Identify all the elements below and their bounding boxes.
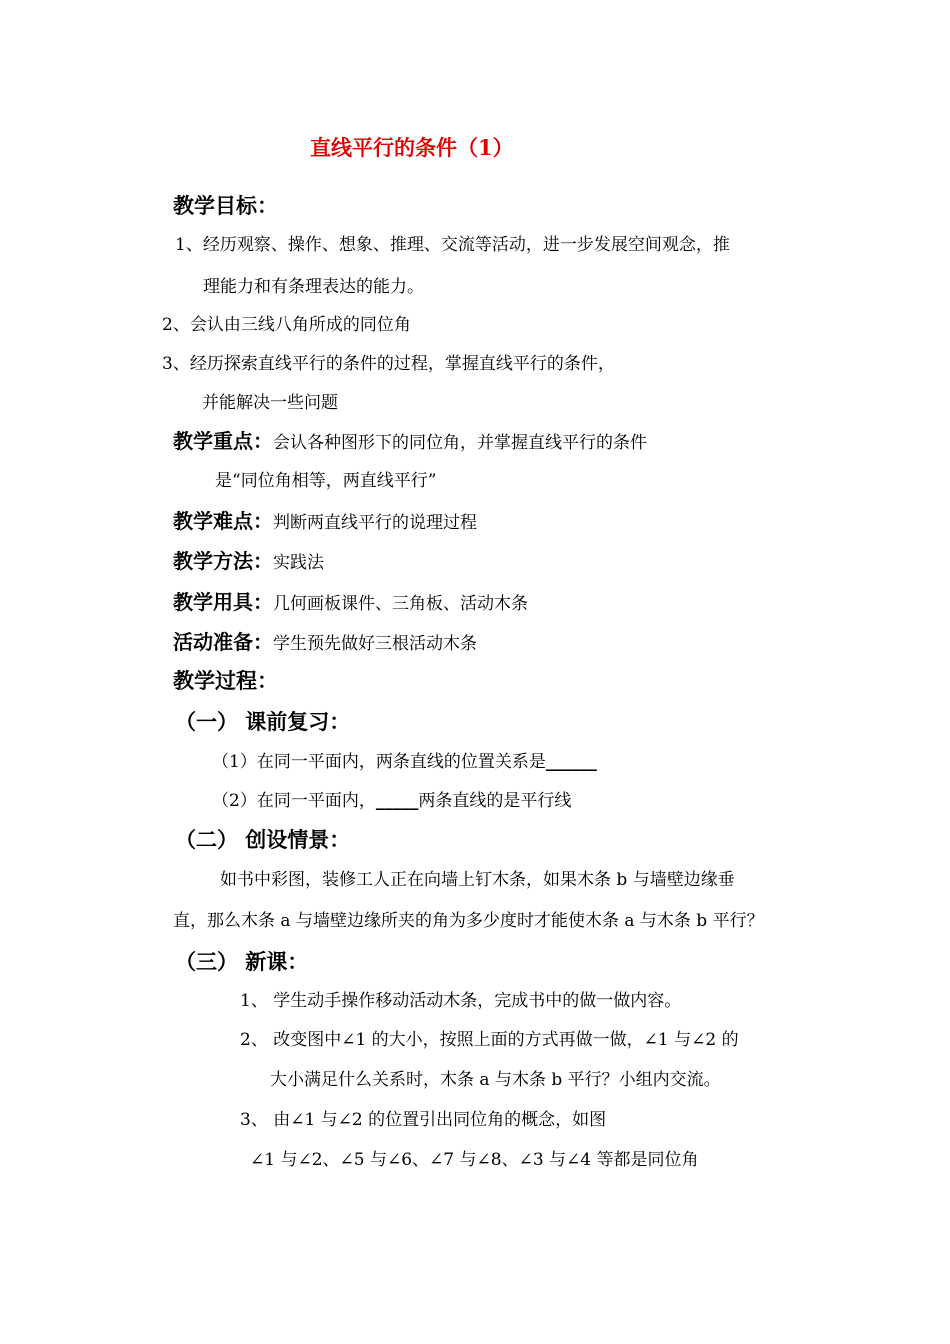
review-question-2-text-b: 两条直线的是平行线 [418, 791, 572, 811]
new-lesson-item-2-line-1: 2、 改变图中∠1 的大小，按照上面的方式再做一做，∠1 与∠2 的 [240, 1030, 739, 1050]
new-lesson-item-1: 1、 学生动手操作移动活动木条，完成书中的做一做内容。 [240, 991, 682, 1011]
review-question-1-text: （1）在同一平面内，两条直线的位置关系是 [212, 752, 546, 772]
tools-text: 几何画板课件、三角板、活动木条 [273, 594, 528, 614]
key-points-label: 教学重点： [173, 429, 273, 453]
scenario-paragraph-line-1: 如书中彩图，装修工人正在向墙上钉木条，如果木条 b 与墙壁边缘垂 [220, 870, 735, 890]
method-text: 实践法 [273, 553, 324, 573]
review-question-1-blank: ______ [545, 752, 597, 772]
process-heading: 教学过程： [173, 668, 278, 693]
difficulty-label: 教学难点： [173, 509, 273, 533]
tools-row [173, 590, 528, 616]
objective-1-line-2: 理能力和有条理表达的能力。 [203, 277, 424, 297]
prep-label: 活动准备： [173, 630, 273, 654]
prep-row [173, 630, 477, 656]
objectives-heading: 教学目标： [173, 193, 278, 218]
section-2-heading: （二） 创设情景： [175, 827, 351, 852]
scenario-paragraph-line-2: 直，那么木条 a 与墙壁边缘所夹的角为多少度时才能使木条 a 与木条 b 平行？ [173, 911, 764, 931]
review-question-1 [212, 750, 597, 774]
key-points-text-line-2: 是“同位角相等，两直线平行” [215, 471, 437, 491]
review-question-2-blank: _____ [375, 791, 419, 811]
objective-3-line-1: 3、经历探索直线平行的条件的过程，掌握直线平行的条件， [162, 354, 615, 374]
key-points-text: 会认各种图形下的同位角，并掌握直线平行的条件 [273, 433, 647, 453]
prep-text: 学生预先做好三根活动木条 [273, 634, 477, 654]
difficulty-row [173, 509, 477, 535]
method-row [173, 549, 324, 575]
review-question-2 [212, 789, 571, 813]
document-title: 直线平行的条件（1） [310, 135, 514, 160]
new-lesson-item-3-line-2: ∠1 与∠2、∠5 与∠6、∠7 与∠8、∠3 与∠4 等都是同位角 [250, 1150, 699, 1170]
difficulty-text: 判断两直线平行的说理过程 [273, 513, 477, 533]
section-1-heading: （一） 课前复习： [175, 709, 351, 734]
objective-1-line-1: 1、经历观察、操作、想象、推理、交流等活动，进一步发展空间观念，推 [175, 235, 730, 255]
section-3-heading: （三） 新课： [175, 949, 309, 974]
key-points-row [173, 429, 647, 455]
objective-2: 2、会认由三线八角所成的同位角 [162, 315, 411, 335]
tools-label: 教学用具： [173, 590, 273, 614]
method-label: 教学方法： [173, 549, 273, 573]
new-lesson-item-2-line-2: 大小满足什么关系时，木条 a 与木条 b 平行？小组内交流。 [270, 1070, 721, 1090]
new-lesson-item-3-line-1: 3、 由∠1 与∠2 的位置引出同位角的概念，如图 [240, 1110, 607, 1130]
review-question-2-text-a: （2）在同一平面内， [212, 791, 376, 811]
objective-3-line-2: 并能解决一些问题 [202, 393, 338, 413]
